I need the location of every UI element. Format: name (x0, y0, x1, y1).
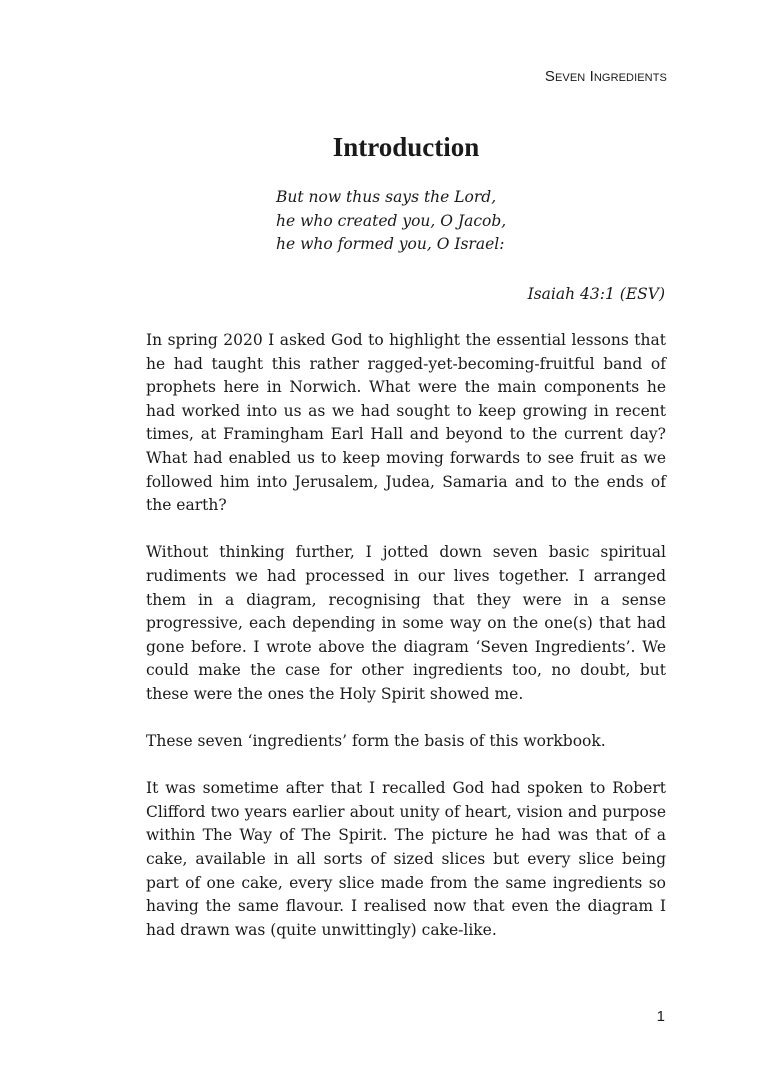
epigraph-line: he who formed you, O Israel: (276, 235, 505, 253)
epigraph-line: But now thus says the Lord, (276, 188, 497, 206)
epigraph-line: he who created you, O Jacob, (276, 211, 507, 230)
paragraph: It was sometime after that I recalled God had spoken to Robert Clifford two years earlier about unity of heart, vision and purpose within The Way of The Spirit. The picture he had was that of a cake, available in all sorts of sized slices but every slice being part of one cake, every slice made from the same ingredients so having the same flavour. I realised now that even the diagram I had drawn was (quite unwittingly) cake-like. (146, 779, 666, 939)
body-text (146, 329, 666, 966)
epigraph-citation: Isaiah 43:1 (ESV) (527, 285, 665, 303)
epigraph (276, 186, 506, 257)
paragraph: In spring 2020 I asked God to highlight the essential lessons that he had taught this rather ragged-yet-becoming-fruitful band of prophets here in Norwich. What were the main components he had worked into us as we had sought to keep growing in recent times, at Framingham Earl Hall and beyond to the current day? What had enabled us to keep moving forwards to see fruit as we followed him into Jerusalem, Judea, Samaria and to the ends of the earth? (146, 331, 666, 515)
page-number: 1 (656, 1008, 665, 1025)
page-title: Introduction (332, 132, 480, 162)
paragraph: These seven ‘ingredients’ form the basis of this workbook. (146, 732, 606, 751)
running-header: Seven Ingredients (544, 68, 667, 85)
paragraph: Without thinking further, I jotted down seven basic spiritual rudiments we had processed in our lives together. I arranged them in a diagram, recognising that they were in a sense progressive, each depending in some way on the one(s) that had gone before. I wrote above the diagram ‘Seven Ingredients’. We could make the case for other ingredients too, no doubt, but these were the ones the Holy Spirit showed me. (146, 543, 666, 703)
